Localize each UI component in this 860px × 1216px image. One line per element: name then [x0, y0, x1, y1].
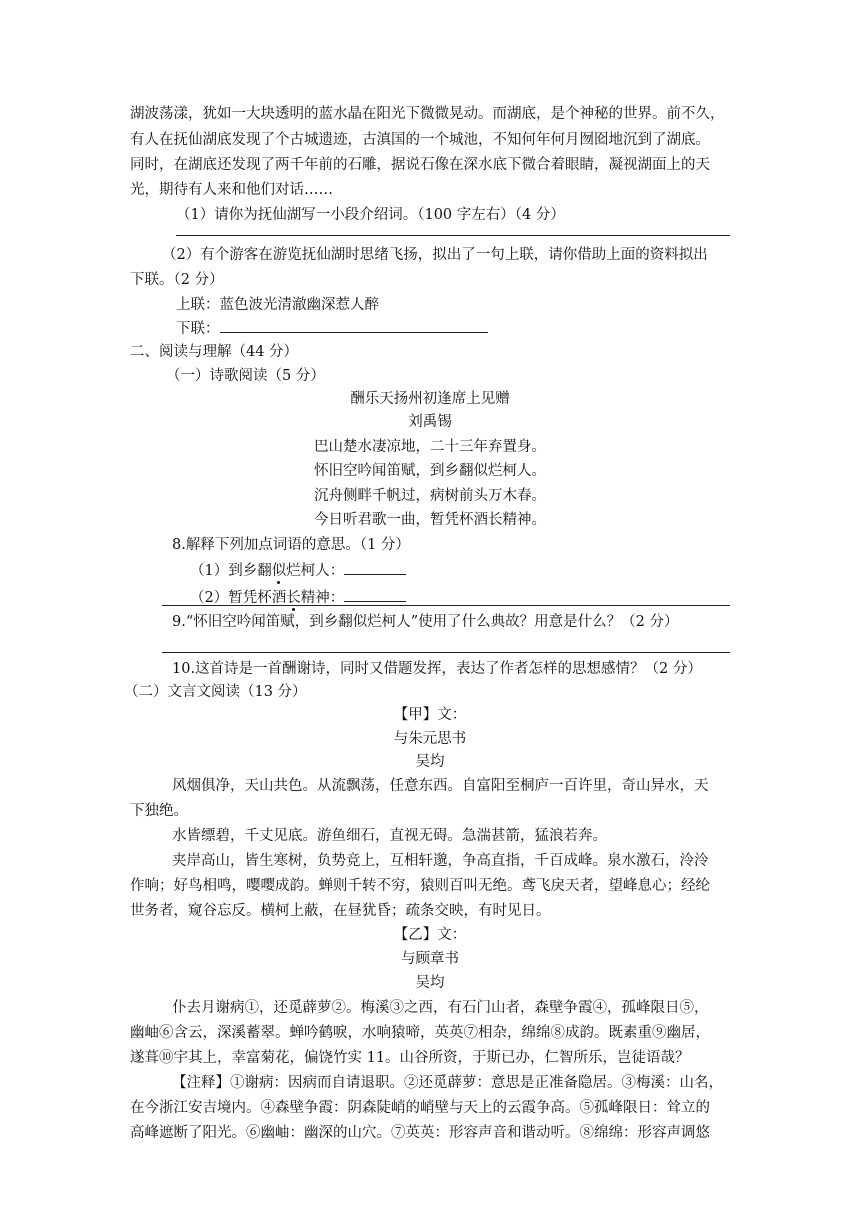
passage-b-title: 与顾章书 — [401, 951, 459, 967]
poem-title: 酬乐天扬州初逢席上见赠 — [350, 391, 510, 407]
poem-line: 今日听君歌一曲，暂凭杯酒长精神。 — [314, 512, 546, 528]
poem-author: 刘禹锡 — [408, 414, 452, 430]
poem-section-heading: （一）诗歌阅读（5 分） — [166, 368, 325, 384]
classical-section-heading: （二）文言文阅读（13 分） — [124, 684, 307, 700]
answer-blank[interactable] — [344, 560, 406, 575]
answer-line — [162, 605, 730, 606]
question-8: 8.解释下列加点词语的意思。（1 分） — [172, 537, 410, 553]
poem-line: 怀旧空吟闻笛赋，到乡翻似烂柯人。 — [314, 463, 546, 479]
passage-a-line: 水皆缥碧，千丈见底。游鱼细石，直视无碍。急湍甚箭，猛浪若奔。 — [172, 828, 607, 844]
intro-line: 有人在抚仙湖底发现了个古城遗迹，古滇国的一个城池，不知何年何月囫囵地沉到了湖底。 — [130, 132, 710, 148]
lower-couplet-blank[interactable] — [220, 318, 488, 333]
lower-couplet-label: 下联： — [176, 321, 220, 337]
question-8-item-1 — [190, 560, 406, 581]
item-text: （1）到乡翻 — [190, 563, 272, 579]
answer-blank[interactable] — [344, 587, 406, 602]
passage-a-label: 【甲】文： — [393, 707, 467, 723]
passage-a-line: 下独绝。 — [130, 803, 188, 819]
intro-line: 光，期待有人来和他们对话…… — [130, 182, 333, 198]
passage-a-line: 风烟俱净，天山共色。从流飘荡，任意东西。自富阳至桐庐一百许里，奇山异水，天 — [172, 778, 709, 794]
item-text: 精神： — [300, 590, 345, 606]
passage-a-line: 作响；好鸟相鸣，嘤嘤成韵。蝉则千转不穷，猿则百叫无绝。鸢飞戾天者，望峰息心；经纶 — [130, 878, 710, 894]
passage-a-line: 夹岸高山，皆生寒树，负势竞上，互相轩邈，争高直指，千百成峰。泉水激石，泠泠 — [172, 853, 709, 869]
poem-line: 沉舟侧畔千帆过，病树前头万木春。 — [314, 488, 546, 504]
passage-a-title: 与朱元思书 — [393, 731, 467, 747]
passage-b-line: 仆去月谢病①，还觅薜萝②。梅溪③之西，有石门山者，森壁争霞④，孤峰限日⑤， — [172, 1000, 709, 1016]
passage-b-label: 【乙】文： — [393, 927, 467, 943]
intro-line: 同时，在湖底还发现了两千年前的石雕，据说石像在深水底下微合着眼睛，凝视湖面上的天 — [130, 157, 710, 173]
section-heading: 二、阅读与理解（44 分） — [130, 344, 299, 360]
annotation-line: 在今浙江安吉境内。④森壁争霞：阴森陡峭的峭壁与天上的云霞争高。⑤孤峰限日：耸立的 — [130, 1100, 710, 1116]
question-2: （2）有个游客在游览抚仙湖时思绪飞扬，拟出了一句上联，请你借助上面的资料拟出 — [162, 247, 708, 263]
passage-a-author: 吴均 — [415, 754, 445, 770]
emphasis-word: 长 — [286, 590, 301, 606]
item-text: （2）暂凭杯酒 — [190, 590, 287, 606]
emphasis-word: 似 — [271, 563, 287, 579]
question-1: （1）请你为抚仙湖写一小段介绍词。（100 字左右）（4 分） — [176, 207, 565, 223]
question-9: 9.“怀旧空吟闻笛赋，到乡翻似烂柯人”使用了什么典故？用意是什么？（2 分） — [172, 614, 679, 630]
answer-line — [162, 652, 730, 653]
poem-line: 巴山楚水凄凉地，二十三年弃置身。 — [314, 439, 546, 455]
passage-b-author: 吴均 — [415, 975, 445, 991]
passage-a-line: 世务者，窥谷忘反。横柯上蔽，在昼犹昏；疏条交映，有时见日。 — [130, 903, 551, 919]
question-10: 10.这首诗是一首酬谢诗，同时又借题发挥，表达了作者怎样的思想感情？（2 分） — [172, 661, 702, 677]
item-text: 烂柯人： — [286, 563, 345, 579]
passage-b-line: 幽岫⑥含云，深溪蓄翠。蝉吟鹤唳，水响猿啼，英英⑦相杂，绵绵⑧成韵。既素重⑨幽居， — [130, 1025, 710, 1041]
annotation-line: 高峰遮断了阳光。⑥幽岫：幽深的山穴。⑦英英：形容声音和谐动听。⑧绵绵：形容声调悠 — [130, 1125, 710, 1141]
passage-b-line: 遂葺⑩宇其上，幸富菊花，偏饶竹实 11。山谷所资，于斯已办，仁智所乐，岂徒语哉？ — [130, 1050, 690, 1066]
intro-line: 湖波荡漾，犹如一大块透明的蓝水晶在阳光下微微晃动。而湖底，是个神秘的世界。前不久， — [130, 106, 725, 122]
lower-couplet — [176, 318, 488, 339]
annotation-line: 【注释】①谢病：因病而自请退职。②还觅薜萝：意思是正准备隐居。③梅溪：山名， — [172, 1075, 723, 1091]
question-2-cont: 下联。（2 分） — [130, 272, 224, 288]
answer-line — [176, 235, 730, 236]
upper-couplet: 上联：蓝色波光清澈幽深惹人醉 — [176, 297, 379, 313]
